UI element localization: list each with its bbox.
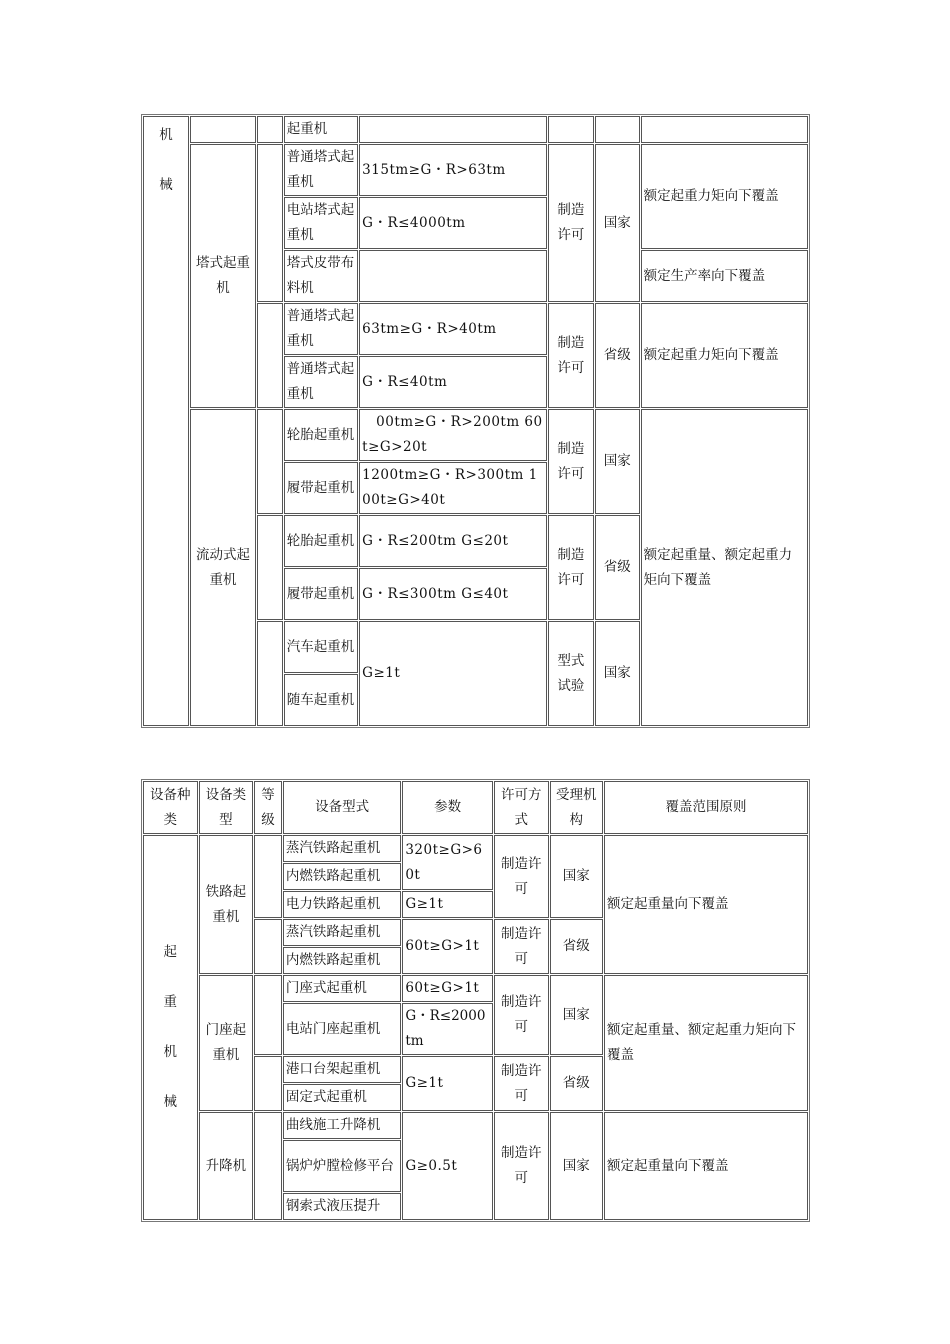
permit-cell: 制造许可: [494, 919, 549, 974]
header-cell: 参数: [402, 781, 493, 834]
param-cell: [359, 116, 547, 143]
kind-char: 重: [163, 994, 178, 1010]
type-lift: 升降机: [199, 1112, 254, 1220]
grade-cell: [254, 1056, 282, 1111]
param-cell: G≥1t: [402, 1056, 493, 1111]
coverage-cell: 额定起重力矩向下覆盖: [641, 303, 808, 408]
param-cell: 1200tm≥G・R>300tm 100t≥G>40t: [359, 462, 547, 514]
param-cell: [359, 250, 547, 302]
grade-cell: [254, 919, 282, 974]
param-cell: G≥0.5t: [402, 1112, 493, 1220]
model-cell: 锅炉炉膛检修平台: [283, 1140, 401, 1192]
crane-table-part2: [141, 779, 810, 1222]
coverage-cell: 额定起重量向下覆盖: [604, 1112, 808, 1220]
model-cell: 内燃铁路起重机: [283, 863, 401, 890]
model-cell: 蒸汽铁路起重机: [283, 919, 401, 946]
header-cell: 设备型式: [283, 781, 401, 834]
type-cell: [190, 116, 256, 143]
permit-cell: 制造许可: [548, 303, 594, 408]
permit-cell: 制造许可: [548, 515, 594, 620]
coverage-cell: 额定起重量向下覆盖: [604, 835, 808, 974]
equipment-kind-cell: [143, 116, 189, 726]
param-cell: G・R≤200tm G≤20t: [359, 515, 547, 567]
model-cell: 固定式起重机: [283, 1084, 401, 1111]
org-cell: 国家: [550, 835, 604, 918]
org-cell: 省级: [595, 303, 640, 408]
model-cell: 门座式起重机: [283, 975, 401, 1002]
model-cell: 港口台架起重机: [283, 1056, 401, 1083]
header-cell: 覆盖范围原则: [604, 781, 808, 834]
grade-cell: [254, 835, 282, 918]
org-cell: 省级: [550, 1056, 604, 1111]
param-cell: 320t≥G>60t: [402, 835, 493, 890]
permit-cell: 制造许可: [494, 1112, 549, 1220]
type-rail-crane: 铁路起重机: [199, 835, 254, 974]
kind-char: 机: [159, 127, 173, 143]
coverage-cell: 额定生产率向下覆盖: [641, 250, 808, 302]
org-cell: 国家: [595, 144, 640, 302]
permit-cell: 型式试验: [548, 621, 594, 726]
param-cell: 00tm≥G・R>200tm 60t≥G>20t: [359, 409, 547, 461]
model-cell: 履带起重机: [284, 568, 358, 620]
permit-cell: 制造许可: [548, 409, 594, 514]
crane-table-part1: [141, 114, 810, 728]
header-cell: 受理机构: [550, 781, 604, 834]
model-cell: 随车起重机: [284, 674, 358, 726]
model-cell: 蒸汽铁路起重机: [283, 835, 401, 862]
grade-cell: [257, 144, 283, 302]
coverage-cell: [641, 116, 808, 143]
kind-char: 机: [163, 1044, 178, 1060]
grade-cell: [257, 409, 283, 514]
model-cell: 普通塔式起重机: [284, 303, 358, 355]
model-cell: 起重机: [284, 116, 358, 143]
model-cell: 普通塔式起重机: [284, 144, 358, 196]
model-cell: 塔式皮带布料机: [284, 250, 358, 302]
grade-cell: [257, 116, 283, 143]
permit-cell: 制造许可: [494, 975, 549, 1055]
model-cell: 履带起重机: [284, 462, 358, 514]
type-tower-crane: 塔式起重机: [190, 144, 256, 408]
permit-cell: [548, 116, 594, 143]
grade-cell: [257, 303, 283, 408]
param-cell: G・R≤40tm: [359, 356, 547, 408]
param-cell: G・R≤4000tm: [359, 197, 547, 249]
grade-cell: [257, 515, 283, 620]
model-cell: 汽车起重机: [284, 621, 358, 673]
model-cell: 电力铁路起重机: [283, 891, 401, 918]
model-cell: 电站门座起重机: [283, 1003, 401, 1055]
org-cell: 国家: [550, 1112, 604, 1220]
kind-char: 械: [159, 177, 173, 193]
type-portal-crane: 门座起重机: [199, 975, 254, 1111]
coverage-cell: 额定起重力矩向下覆盖: [641, 144, 808, 249]
permit-cell: 制造许可: [494, 1056, 549, 1111]
org-cell: 省级: [550, 919, 604, 974]
coverage-cell: 额定起重量、额定起重力矩向下覆盖: [641, 409, 808, 726]
model-cell: 轮胎起重机: [284, 409, 358, 461]
model-cell: 轮胎起重机: [284, 515, 358, 567]
param-cell: 63tm≥G・R>40tm: [359, 303, 547, 355]
header-cell: 设备种类: [143, 781, 198, 834]
org-cell: 国家: [595, 621, 640, 726]
coverage-cell: 额定起重量、额定起重力矩向下覆盖: [604, 975, 808, 1111]
org-cell: 国家: [595, 409, 640, 514]
param-cell: G≥1t: [402, 891, 493, 918]
org-cell: 省级: [595, 515, 640, 620]
header-cell: 许可方式: [494, 781, 549, 834]
grade-cell: [257, 621, 283, 726]
org-cell: [595, 116, 640, 143]
param-cell: 60t≥G>1t: [402, 975, 493, 1002]
header-cell: 设备类型: [199, 781, 254, 834]
grade-cell: [254, 975, 282, 1055]
equipment-kind-cell: [143, 835, 198, 1220]
grade-cell: [254, 1112, 282, 1220]
header-row: [143, 781, 808, 834]
kind-char: 械: [163, 1094, 178, 1110]
param-cell: G・R≤2000tm: [402, 1003, 493, 1055]
kind-char: 起: [163, 944, 178, 960]
param-cell: 315tm≥G・R>63tm: [359, 144, 547, 196]
model-cell: 普通塔式起重机: [284, 356, 358, 408]
model-cell: 曲线施工升降机: [283, 1112, 401, 1139]
param-cell: 60t≥G>1t: [402, 919, 493, 974]
model-cell: 内燃铁路起重机: [283, 947, 401, 974]
type-mobile-crane: 流动式起重机: [190, 409, 256, 726]
org-cell: 国家: [550, 975, 604, 1055]
model-cell: 钢索式液压提升: [283, 1193, 401, 1220]
param-cell: G≥1t: [359, 621, 547, 726]
param-cell: G・R≤300tm G≤40t: [359, 568, 547, 620]
permit-cell: 制造许可: [548, 144, 594, 302]
header-cell: 等级: [254, 781, 282, 834]
permit-cell: 制造许可: [494, 835, 549, 918]
model-cell: 电站塔式起重机: [284, 197, 358, 249]
